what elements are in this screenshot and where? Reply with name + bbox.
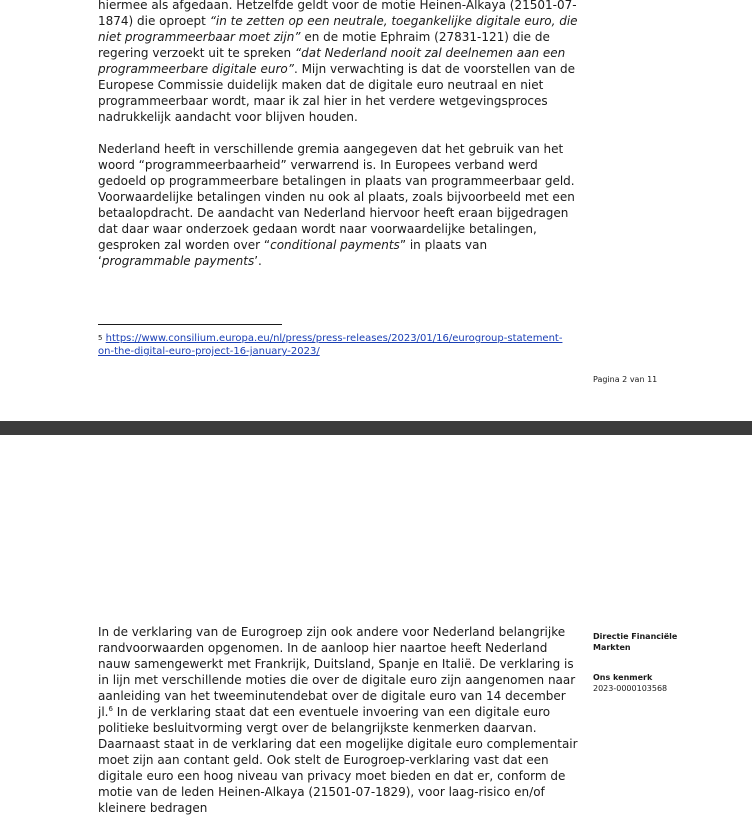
motion-quote: “in te zetten op een neutrale, toegankelijke digitale euro, die niet programmeerbaar moet zijn” — [98, 14, 578, 44]
para-text: ’. — [254, 254, 262, 268]
italic-term: programmable payments — [101, 254, 255, 268]
department-name-line1: Directie Financiële — [593, 632, 678, 641]
paragraph-programmable-payments — [98, 141, 578, 269]
department-name-line2: Markten — [593, 643, 631, 652]
para-text: Nederland heeft in verschillende gremia aangegeven dat het gebruik van het woord “programmeerbaarheid” verwarrend is. In Europees verband werd gedoeld op programmeerbare betalingen in plaats van programmeerbaar geld. Voorwaardelijke betalingen vinden nu ook al plaats, zoals bijvoorbeeld met een betaalopdracht. De aandacht van Nederland hiervoor heeft eraan bijgedragen dat daar waar onderzoek gedaan wordt naar voorwaardelijke betalingen, gesproken zal worden over “ — [98, 142, 575, 252]
para-text: In de verklaring van de Eurogroep zijn ook andere voor Nederland belangrijke randvoorwaarden opgenomen. In de aanloop hier naartoe heeft Nederland nauw samengewerkt met Frankrijk, Duitsland, Spanje en Italië. De verklaring is in lijn met verschillende moties die over de digitale euro zijn aangenomen naar aanleiding van het tweeminutendebat over de digitale euro van 14 december jl. — [98, 625, 576, 719]
italic-term: conditional payments — [270, 238, 400, 252]
para-text: hiermee als afgedaan. Hetzelfde geldt voor de motie Heinen-Alkaya (21501-07-1874) die oproept — [98, 0, 577, 28]
footnote-link[interactable]: https://www.consilium.europa.eu/nl/press/press-releases/2023/01/16/eurogroup-statement-on-the-digital-euro-project-16-january-2023/ — [98, 333, 563, 357]
page-separator — [0, 421, 752, 435]
motion-quote: “dat Nederland nooit zal deelnemen aan een programmeerbare digitale euro” — [98, 46, 566, 76]
page-number: Pagina 2 van 11 — [593, 375, 658, 384]
sidebar-reference — [593, 672, 743, 694]
para-text: ” in plaats van ‘ — [98, 238, 488, 268]
para-text: . Mijn verwachting is dat de voorstellen van de Europese Commissie duidelijk maken dat de digitale euro neutraal en niet programmeerbaar wordt, maar ik zal hier in het verdere wetgevingsproces nadrukkelijk aandacht voor blijven houden. — [98, 62, 575, 124]
reference-value: 2023-0000103568 — [593, 684, 668, 693]
para-text: en de motie Ephraim (27831-121) die de regering verzoekt uit te spreken — [98, 30, 550, 60]
para-text: In de verklaring staat dat een eventuele invoering van een digitale euro politieke besluitvorming vergt over de belangrijkste kenmerken daarvan. Daarnaast staat in de verklaring dat een mogelijke digitale euro complementair moet zijn aan contant geld. Ook stelt de Eurogroep-verklaring vast dat een digitale euro een hoog niveau van privacy moet bieden en dat er, conform de motie van de leden Heinen-Alkaya (21501-07-1829), voor laag-risico en/of kleinere bedragen — [98, 705, 578, 815]
footnote-number: 5 — [98, 334, 103, 342]
footnote-5 — [98, 332, 568, 358]
footnote-ref-6[interactable]: 6 — [108, 705, 113, 713]
paragraph-programmability-motions — [98, 0, 578, 125]
paragraph-eurogroup-statement — [98, 624, 578, 816]
document-page-3 — [0, 435, 752, 815]
sidebar-department — [593, 631, 743, 653]
footnote-divider — [98, 324, 282, 325]
reference-label: Ons kenmerk — [593, 673, 653, 682]
